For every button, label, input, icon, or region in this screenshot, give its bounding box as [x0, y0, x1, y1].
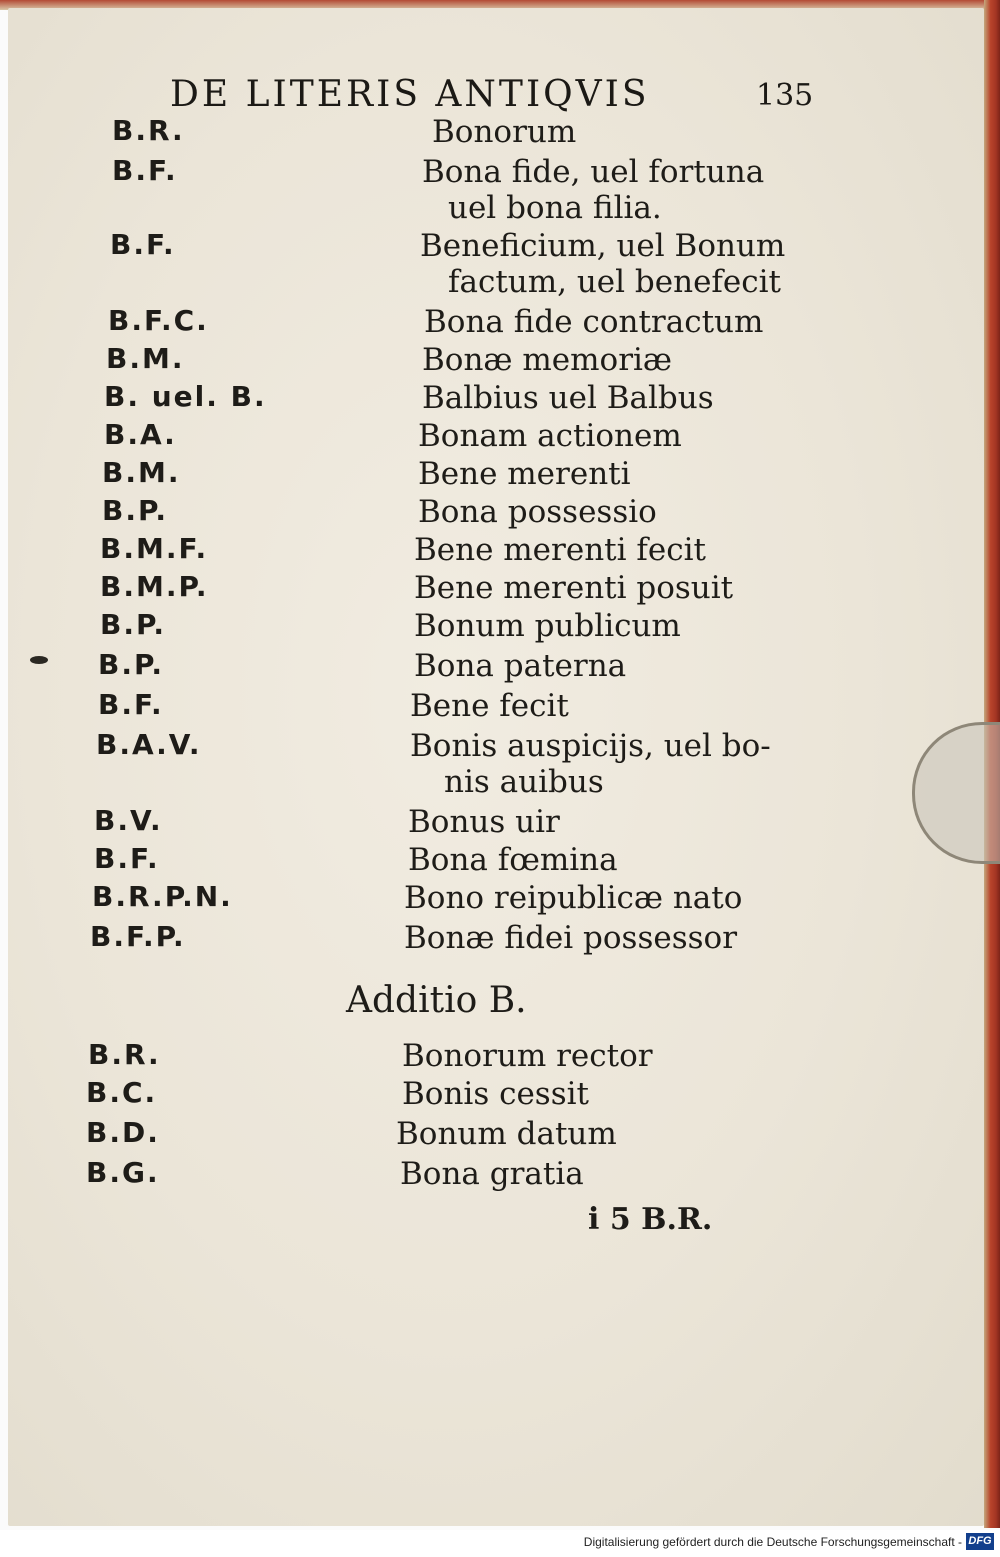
digitization-footer — [0, 1530, 1000, 1557]
meaning-continuation: factum, uel benefecit — [448, 264, 781, 300]
meaning: Bona possessio — [418, 494, 657, 530]
entry-row — [8, 804, 984, 844]
abbreviation: B.M.P. — [100, 570, 209, 603]
abbreviation: B. uel. B. — [104, 380, 267, 413]
meaning: Bona fide, uel fortuna — [422, 154, 765, 190]
meaning: Bona fœmina — [408, 842, 618, 878]
abbreviation: B.A.V. — [96, 728, 202, 761]
meaning: Beneficium, uel Bonum — [420, 228, 786, 264]
entry-row — [8, 532, 984, 572]
meaning: Bonus uir — [408, 804, 560, 840]
abbreviation: B.D. — [86, 1116, 160, 1149]
abbreviation: B.F.P. — [90, 920, 186, 953]
meaning: Bonæ fidei possessor — [404, 920, 738, 956]
addition-entry-row — [8, 1076, 984, 1116]
entry-row — [8, 688, 984, 728]
entry-row — [8, 920, 984, 960]
meaning-continuation: uel bona filia. — [448, 190, 662, 226]
meaning: Balbius uel Balbus — [422, 380, 714, 416]
abbreviation: B.M.F. — [100, 532, 209, 565]
entry-row — [8, 342, 984, 382]
entry-row — [8, 380, 984, 420]
meaning: Bono reipublicæ nato — [404, 880, 743, 916]
abbreviation: B.P. — [98, 648, 164, 681]
page-number: 135 — [756, 78, 814, 113]
meaning: Bonam actionem — [418, 418, 682, 454]
abbreviation: B.M. — [106, 342, 185, 375]
abbreviation: B.G. — [86, 1156, 160, 1189]
ink-speck — [30, 656, 48, 664]
meaning: Bene merenti — [418, 456, 631, 492]
addition-entry-row — [8, 1156, 984, 1196]
abbreviation: B.A. — [104, 418, 177, 451]
entry-row — [8, 728, 984, 800]
entry-row — [8, 648, 984, 688]
entry-row — [8, 570, 984, 610]
meaning: Bonorum — [432, 114, 577, 150]
abbreviation: B.R. — [88, 1038, 161, 1071]
running-head: DE LITERIS ANTIQVIS — [170, 74, 650, 115]
entry-row — [8, 842, 984, 882]
abbreviation: B.P. — [102, 494, 168, 527]
abbreviation: B.F. — [98, 688, 164, 721]
signature-mark: i 5 B.R. — [588, 1202, 713, 1237]
meaning: Bonum datum — [396, 1116, 617, 1152]
entry-row — [8, 456, 984, 496]
meaning: Bona gratia — [400, 1156, 584, 1192]
abbreviation: B.R. — [112, 114, 185, 147]
dfg-logo: DFG — [966, 1533, 994, 1550]
abbreviation: B.F.C. — [108, 304, 209, 337]
abbreviation: B.F. — [112, 154, 178, 187]
abbreviation: B.V. — [94, 804, 163, 837]
meaning: Bonorum rector — [402, 1038, 653, 1074]
meaning: Bonæ memoriæ — [422, 342, 673, 378]
abbreviation: B.P. — [100, 608, 166, 641]
meaning: Bene merenti posuit — [414, 570, 734, 606]
meaning: Bonis auspicijs, uel bo- — [410, 728, 771, 764]
entry-row — [8, 494, 984, 534]
entry-row — [8, 228, 984, 300]
entry-row — [8, 418, 984, 458]
funding-credit: Digitalisierung gefördert durch die Deutsche Forschungsgemeinschaft - — [583, 1535, 962, 1549]
addition-entry-row — [8, 1116, 984, 1156]
meaning: Bona paterna — [414, 648, 627, 684]
abbreviation: B.C. — [86, 1076, 158, 1109]
meaning: Bonis cessit — [402, 1076, 589, 1112]
book-page — [8, 8, 984, 1526]
entry-row — [8, 608, 984, 648]
addition-entry-row — [8, 1038, 984, 1078]
entry-row — [8, 154, 984, 226]
abbreviation: B.F. — [94, 842, 160, 875]
meaning: Bonum publicum — [414, 608, 681, 644]
meaning: Bene fecit — [410, 688, 569, 724]
entry-row — [8, 880, 984, 920]
abbreviation: B.M. — [102, 456, 181, 489]
abbreviation: B.F. — [110, 228, 176, 261]
section-heading: Additio B. — [346, 980, 527, 1021]
entry-row — [8, 304, 984, 344]
entry-row — [8, 114, 984, 154]
abbreviation: B.R.P.N. — [92, 880, 233, 913]
meaning: Bene merenti fecit — [414, 532, 706, 568]
meaning: Bona fide contractum — [424, 304, 764, 340]
meaning-continuation: nis auibus — [444, 764, 604, 800]
